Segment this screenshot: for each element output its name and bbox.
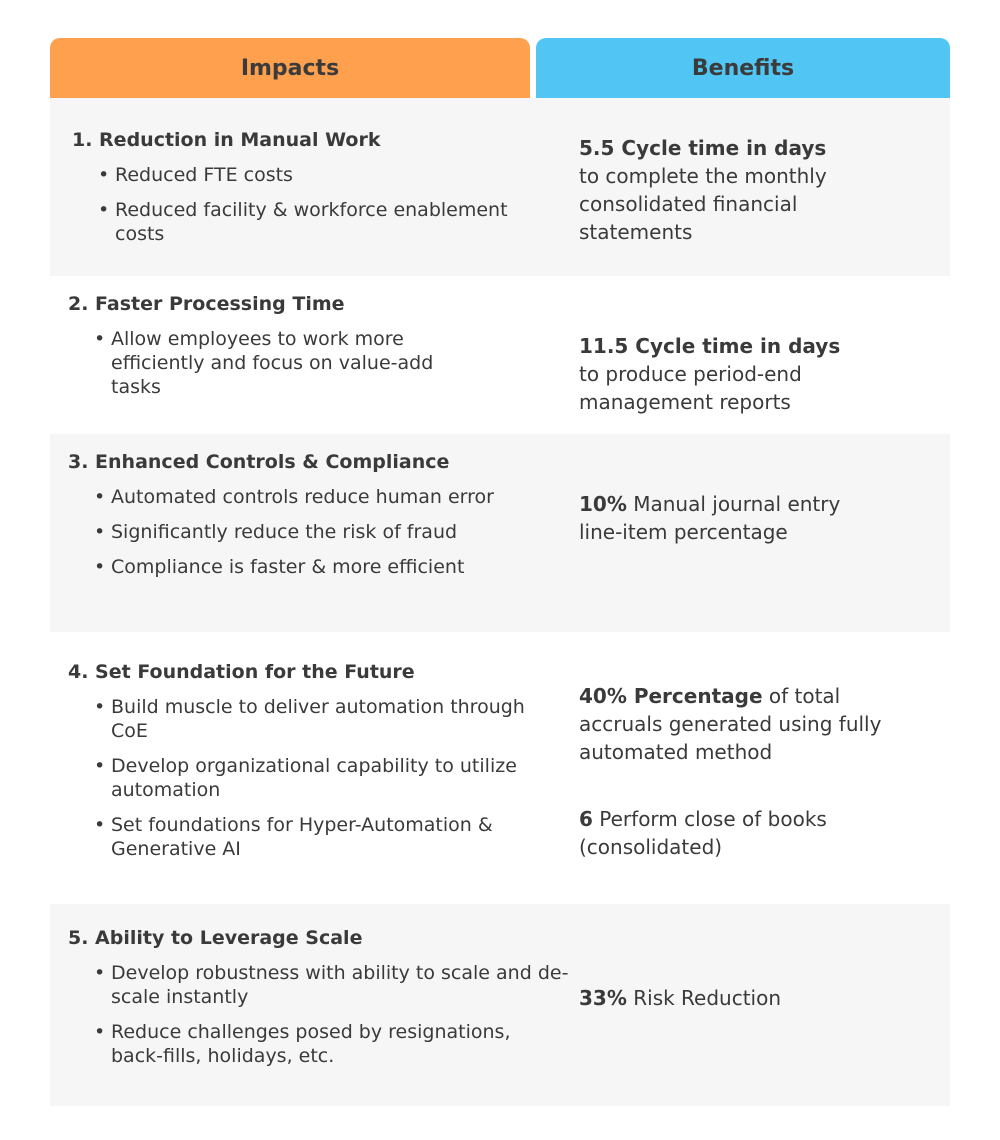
list-item (68, 1020, 551, 1068)
impact-title: 4. Set Foundation for the Future (68, 661, 415, 683)
benefit-item (579, 490, 859, 546)
benefit-text: to complete the monthly consolidated financial statements (579, 164, 827, 244)
benefit-text: to produce period-end management reports (579, 362, 802, 414)
bullet-text: Develop organizational capability to utilize automation (111, 755, 517, 801)
bullet-icon: • (94, 814, 106, 836)
list-item (68, 961, 571, 1009)
bullet-icon: • (94, 1021, 106, 1043)
benefit-text: of total accruals generated using fully automated method (579, 684, 882, 764)
bullet-icon: • (94, 696, 106, 718)
impacts-benefits-table (50, 38, 950, 1106)
benefit-text: Perform close of books (consolidated) (579, 807, 827, 859)
bullet-icon: • (98, 164, 110, 186)
table-row (50, 434, 950, 632)
impact-bullets (68, 695, 538, 861)
benefit-metric: 11.5 Cycle time in days (579, 334, 841, 358)
impact-cell (72, 128, 542, 246)
benefit-item (579, 134, 869, 246)
benefit-item (579, 682, 914, 766)
impact-title: 5. Ability to Leverage Scale (68, 927, 363, 949)
bullet-icon: • (98, 199, 110, 221)
bullet-text: Significantly reduce the risk of fraud (111, 521, 458, 543)
benefit-item (579, 805, 859, 861)
benefit-cell (579, 134, 869, 246)
benefit-item (579, 332, 849, 416)
list-item (68, 813, 561, 861)
benefit-cell (579, 332, 849, 416)
impact-title: 2. Faster Processing Time (68, 293, 345, 315)
impact-cell (68, 926, 569, 1068)
benefit-metric: 40% Percentage (579, 684, 763, 708)
list-item (68, 327, 441, 399)
bullet-text: Allow employees to work more efficiently and focus on value-add tasks (111, 328, 434, 398)
bullet-icon: • (94, 486, 106, 508)
bullet-text: Reduce challenges posed by resignations, back-fills, holidays, etc. (111, 1021, 511, 1067)
benefits-header: Benefits (536, 38, 950, 98)
list-item (72, 198, 542, 246)
impact-bullets (68, 327, 538, 399)
bullet-text: Automated controls reduce human error (111, 486, 494, 508)
bullet-icon: • (94, 556, 106, 578)
bullet-text: Develop robustness with ability to scale and de-scale instantly (111, 962, 569, 1008)
impact-cell (68, 292, 538, 399)
bullet-icon: • (94, 755, 106, 777)
table-row (50, 904, 950, 1106)
table-row (50, 98, 950, 276)
impact-bullets (68, 961, 569, 1068)
bullet-text: Reduced facility & workforce enablement costs (115, 199, 508, 245)
list-item (68, 520, 538, 544)
impact-title: 3. Enhanced Controls & Compliance (68, 451, 450, 473)
bullet-icon: • (94, 328, 106, 350)
bullet-icon: • (94, 962, 106, 984)
benefit-text: Manual journal entry line-item percentage (579, 492, 841, 544)
benefit-metric: 33% (579, 986, 627, 1010)
bullet-text: Compliance is faster & more efficient (111, 556, 465, 578)
list-item (68, 695, 531, 743)
benefit-cell (579, 984, 924, 1012)
bullet-text: Build muscle to deliver automation through CoE (111, 696, 525, 742)
benefit-metric: 10% (579, 492, 627, 516)
benefit-cell (579, 682, 914, 861)
impacts-header: Impacts (50, 38, 530, 98)
bullet-text: Reduced FTE costs (115, 164, 293, 186)
benefit-item (579, 984, 924, 1012)
table-row (50, 632, 950, 904)
list-item (72, 163, 542, 187)
benefit-metric: 5.5 Cycle time in days (579, 136, 827, 160)
list-item (68, 555, 538, 579)
impact-title: 1. Reduction in Manual Work (72, 129, 381, 151)
bullet-text: Set foundations for Hyper-Automation & Generative AI (111, 814, 493, 860)
table-row (50, 276, 950, 434)
impact-cell (68, 450, 538, 579)
table-header (50, 38, 950, 98)
list-item (68, 485, 531, 509)
impact-bullets (68, 485, 538, 579)
benefit-metric: 6 (579, 807, 593, 831)
impact-bullets (72, 163, 542, 246)
impact-cell (68, 660, 538, 861)
bullet-icon: • (94, 521, 106, 543)
benefit-text: Risk Reduction (633, 986, 782, 1010)
benefit-cell (579, 490, 859, 546)
list-item (68, 754, 531, 802)
